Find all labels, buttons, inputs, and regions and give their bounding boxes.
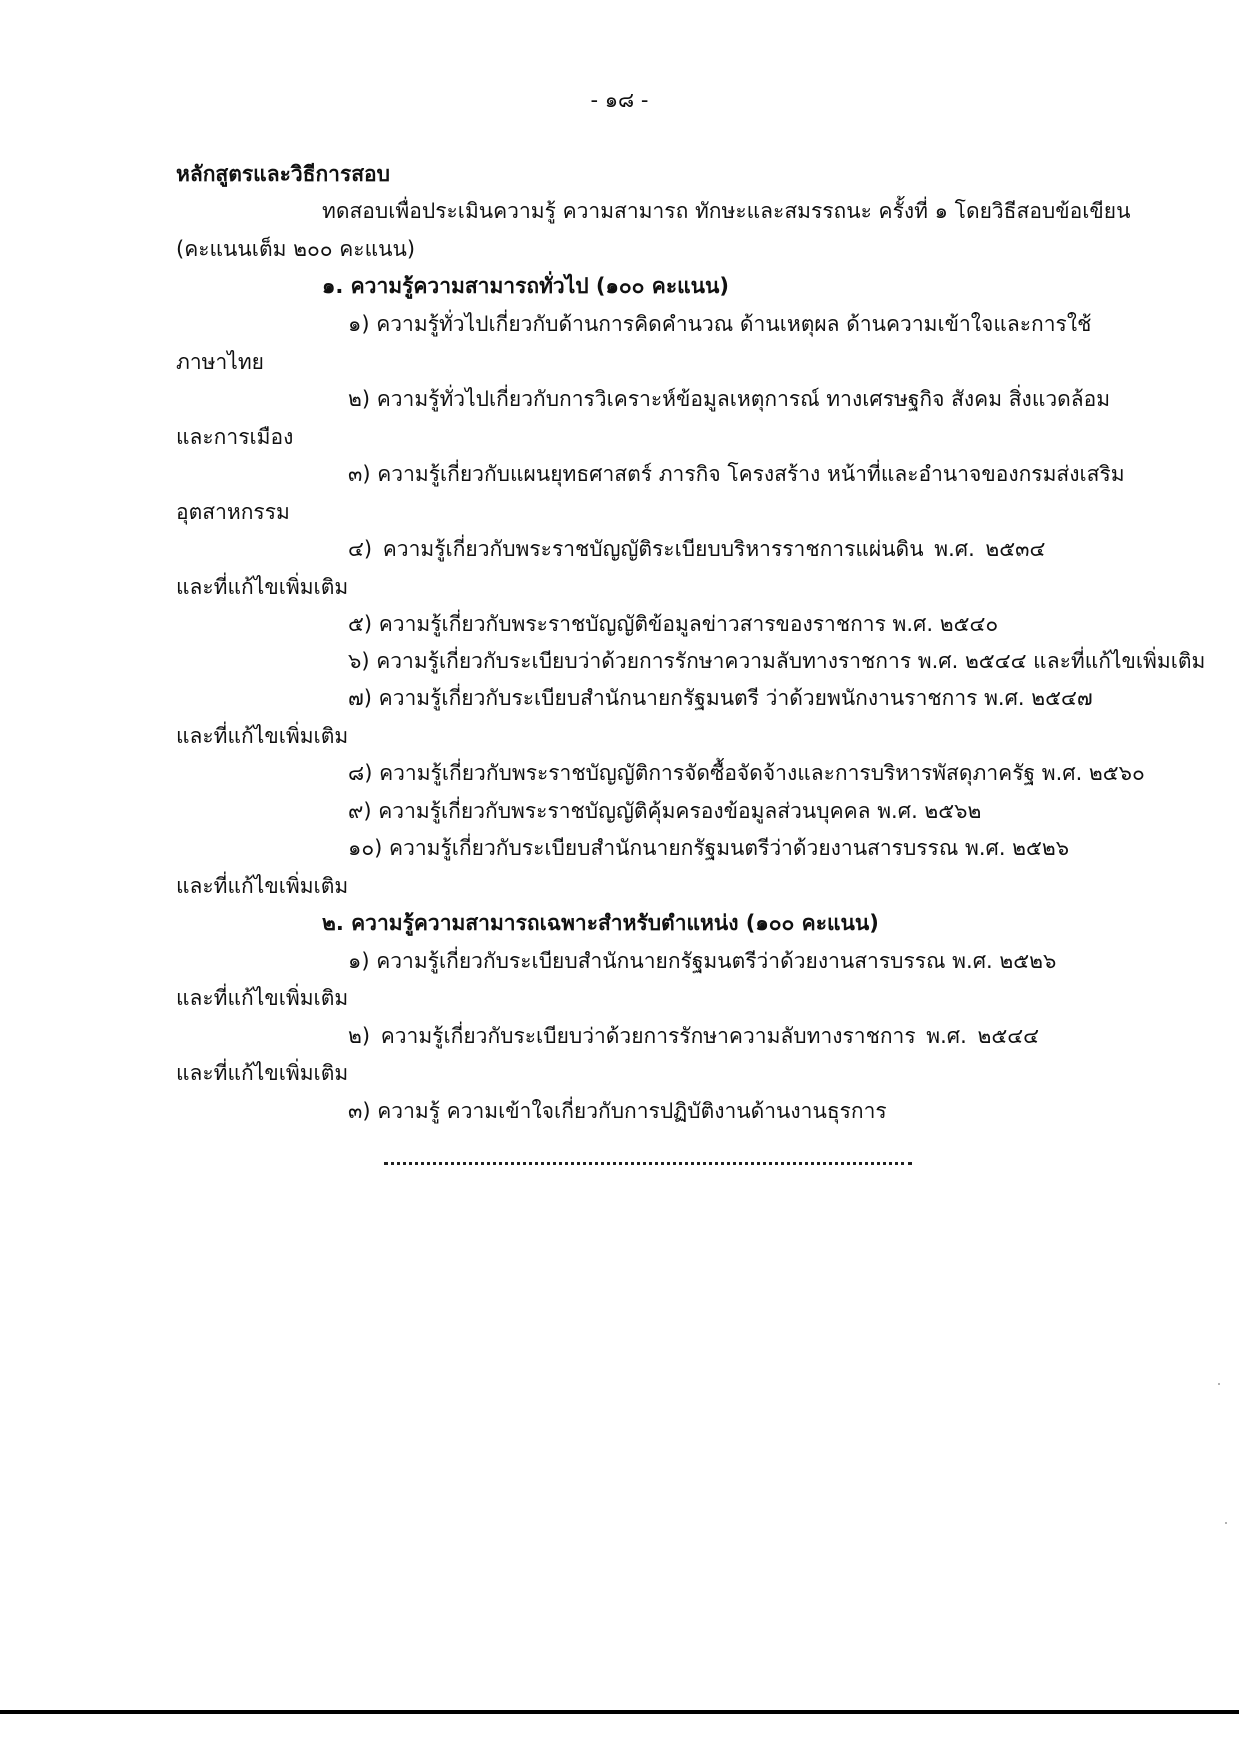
section-1-title: ๑. ความรู้ความสามารถทั่วไป (๑๐๐ คะแนน) [322, 274, 729, 298]
list-item: ๘) ความรู้เกี่ยวกับพระราชบัญญัติการจัดซื้อจัดจ้างและการบริหารพัสดุภาครัฐ พ.ศ. ๒๕๖๐ [348, 761, 1145, 785]
list-item: ๓) ความรู้ ความเข้าใจเกี่ยวกับการปฏิบัติงานด้านงานธุรการ [348, 1099, 887, 1123]
list-item: ๖) ความรู้เกี่ยวกับระเบียบว่าด้วยการรักษาความลับทางราชการ พ.ศ. ๒๕๔๔ และที่แก้ไขเพิ่มเติม [348, 649, 1206, 673]
bottom-edge-rule [0, 1710, 1239, 1714]
scan-speck [1225, 1522, 1227, 1524]
list-item-continuation: อุตสาหกรรม [176, 500, 290, 524]
list-item: ๔) ความรู้เกี่ยวกับพระราชบัญญัติระเบียบบริหารราชการแผ่นดิน พ.ศ. ๒๕๓๔ [348, 537, 1046, 561]
list-item: ๓) ความรู้เกี่ยวกับแผนยุทธศาสตร์ ภารกิจ โครงสร้าง หน้าที่และอำนาจของกรมส่งเสริม [348, 462, 1125, 486]
list-item-continuation: และที่แก้ไขเพิ่มเติม [176, 874, 349, 898]
list-item-continuation: และการเมือง [176, 425, 294, 449]
list-item: ๑) ความรู้เกี่ยวกับระเบียบสำนักนายกรัฐมนตรีว่าด้วยงานสารบรรณ พ.ศ. ๒๕๒๖ [348, 949, 1057, 973]
list-item-continuation: และที่แก้ไขเพิ่มเติม [176, 724, 349, 748]
scan-speck [1218, 1383, 1220, 1385]
list-item-continuation: ภาษาไทย [176, 350, 264, 374]
list-item: ๒) ความรู้ทั่วไปเกี่ยวกับการวิเคราะห์ข้อมูลเหตุการณ์ ทางเศรษฐกิจ สังคม สิ่งแวดล้อม [348, 387, 1111, 411]
list-item-continuation: และที่แก้ไขเพิ่มเติม [176, 1061, 349, 1085]
closing-dotted-line [384, 1162, 912, 1165]
list-item: ๗) ความรู้เกี่ยวกับระเบียบสำนักนายกรัฐมนตรี ว่าด้วยพนักงานราชการ พ.ศ. ๒๕๔๗ [348, 686, 1093, 710]
list-item: ๑) ความรู้ทั่วไปเกี่ยวกับด้านการคิดคำนวณ ด้านเหตุผล ด้านความเข้าใจและการใช้ [348, 312, 1092, 336]
list-item: ๑๐) ความรู้เกี่ยวกับระเบียบสำนักนายกรัฐมนตรีว่าด้วยงานสารบรรณ พ.ศ. ๒๕๒๖ [348, 836, 1070, 860]
page-number: - ๑๘ - [590, 88, 649, 112]
intro-text-continuation: (คะแนนเต็ม ๒๐๐ คะแนน) [176, 237, 416, 261]
list-item: ๒) ความรู้เกี่ยวกับระเบียบว่าด้วยการรักษาความลับทางราชการ พ.ศ. ๒๕๔๔ [348, 1024, 1040, 1048]
intro-text: ทดสอบเพื่อประเมินความรู้ ความสามารถ ทักษะและสมรรถนะ ครั้งที่ ๑ โดยวิธีสอบข้อเขียน [322, 199, 1131, 223]
list-item-continuation: และที่แก้ไขเพิ่มเติม [176, 986, 349, 1010]
document-heading: หลักสูตรและวิธีการสอบ [176, 162, 390, 186]
list-item: ๕) ความรู้เกี่ยวกับพระราชบัญญัติข้อมูลข่าวสารของราชการ พ.ศ. ๒๕๔๐ [348, 612, 999, 636]
list-item-continuation: และที่แก้ไขเพิ่มเติม [176, 575, 349, 599]
list-item: ๙) ความรู้เกี่ยวกับพระราชบัญญัติคุ้มครองข้อมูลส่วนบุคคล พ.ศ. ๒๕๖๒ [348, 799, 982, 823]
section-2-title: ๒. ความรู้ความสามารถเฉพาะสำหรับตำแหน่ง (๑๐๐ คะแนน) [322, 911, 879, 935]
